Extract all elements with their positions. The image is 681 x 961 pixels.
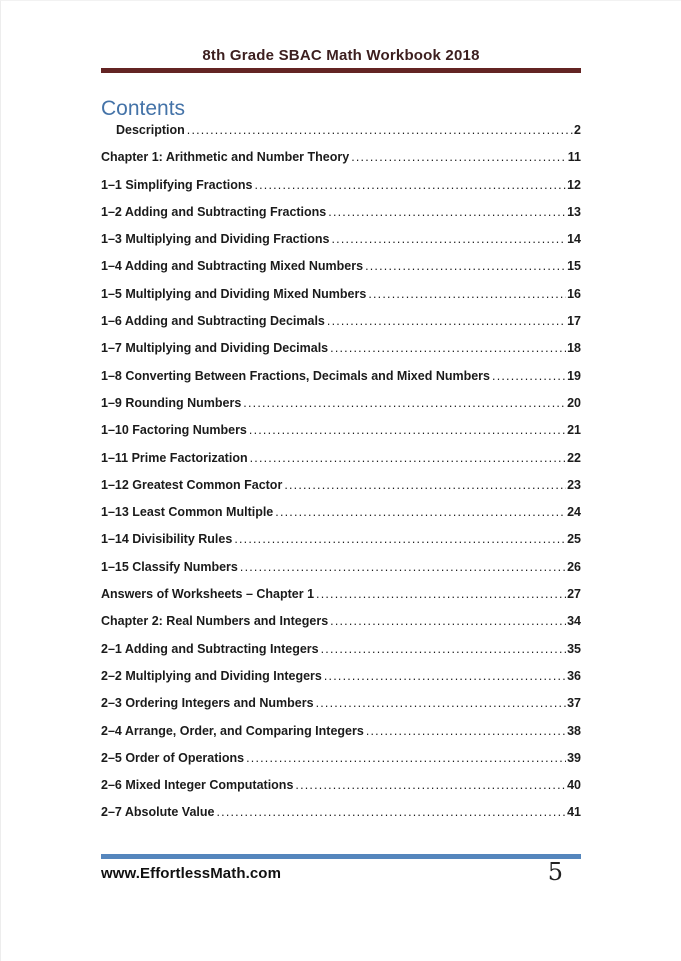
toc-entry[interactable] (101, 451, 581, 478)
toc-entry[interactable] (101, 587, 581, 614)
toc-entry[interactable] (101, 232, 581, 259)
toc-entry[interactable] (101, 314, 581, 341)
toc-leader-dots (351, 150, 567, 164)
toc-entry[interactable] (101, 178, 581, 205)
toc-entry[interactable] (101, 614, 581, 641)
toc-entry-label: 1–12 Greatest Common Factor (101, 477, 283, 492)
toc-entry-page: 17 (567, 314, 581, 329)
toc-entry-page: 38 (567, 723, 581, 738)
toc-entry-label: Chapter 1: Arithmetic and Number Theory (101, 150, 350, 165)
footer-rule (101, 854, 581, 859)
toc-entry-page: 14 (567, 232, 581, 247)
toc-entry-page: 40 (567, 778, 581, 793)
toc-entry-page: 34 (567, 614, 581, 629)
toc-entry[interactable] (101, 150, 581, 177)
toc-leader-dots (187, 123, 573, 137)
toc-leader-dots (492, 369, 566, 383)
toc-leader-dots (324, 669, 566, 683)
toc-entry-page: 13 (567, 204, 581, 219)
toc-leader-dots (328, 205, 566, 219)
toc-entry-page: 20 (567, 395, 581, 410)
toc-entry[interactable] (101, 369, 581, 396)
toc-entry-label: 1–4 Adding and Subtracting Mixed Numbers (101, 259, 364, 274)
toc-entry-label: 2–7 Absolute Value (101, 805, 215, 820)
toc-entry-page: 41 (567, 805, 581, 820)
toc-leader-dots (275, 505, 566, 519)
toc-entry[interactable] (101, 805, 581, 832)
toc-entry[interactable] (101, 669, 581, 696)
toc-entry-page: 11 (567, 150, 581, 165)
toc-entry-label: 2–3 Ordering Integers and Numbers (101, 696, 314, 711)
toc-leader-dots (316, 587, 566, 601)
toc-entry[interactable] (101, 532, 581, 559)
toc-entry-label: 1–9 Rounding Numbers (101, 395, 242, 410)
toc-leader-dots (330, 614, 566, 628)
toc-entry[interactable] (101, 478, 581, 505)
toc-entry-label: 1–1 Simplifying Fractions (101, 177, 253, 192)
toc-entry[interactable] (101, 642, 581, 669)
toc-entry[interactable] (101, 778, 581, 805)
toc-entry[interactable] (101, 259, 581, 286)
toc-entry-label: 2–4 Arrange, Order, and Comparing Integers (101, 723, 364, 738)
contents-heading: Contents (101, 97, 186, 120)
toc-leader-dots (366, 724, 566, 738)
page-number: 5 (547, 858, 563, 886)
toc-entry[interactable] (101, 696, 581, 723)
toc-entry-page: 18 (567, 341, 581, 356)
toc-leader-dots (234, 532, 566, 546)
toc-entry-page: 22 (567, 450, 581, 465)
toc-leader-dots (327, 314, 566, 328)
toc-entry-label: 1–10 Factoring Numbers (101, 423, 247, 438)
toc-leader-dots (332, 232, 567, 246)
toc-entry-page: 16 (567, 286, 581, 301)
toc-entry[interactable] (101, 724, 581, 751)
toc-leader-dots (240, 560, 566, 574)
toc-entry-label: 2–5 Order of Operations (101, 750, 245, 765)
toc-entry-page: 19 (567, 368, 581, 383)
toc-leader-dots (330, 341, 566, 355)
toc-entry-label: Answers of Worksheets – Chapter 1 (101, 587, 315, 602)
toc-entry-label: Chapter 2: Real Numbers and Integers (101, 614, 329, 629)
toc-entry-page: 24 (567, 505, 581, 520)
toc-leader-dots (250, 451, 567, 465)
toc-entry[interactable] (101, 205, 581, 232)
toc-entry[interactable] (101, 341, 581, 368)
toc-leader-dots (321, 642, 566, 656)
toc-entry-page: 2 (574, 123, 581, 137)
toc-entry[interactable] (101, 751, 581, 778)
toc-entry-label: 1–13 Least Common Multiple (101, 505, 274, 520)
toc-entry-label: Description (116, 123, 185, 137)
toc-entry-label: 1–3 Multiplying and Dividing Fractions (101, 232, 330, 247)
toc-entry-label: 1–2 Adding and Subtracting Fractions (101, 204, 327, 219)
website-link[interactable]: www.EffortlessMath.com (101, 865, 282, 882)
toc-leader-dots (249, 423, 566, 437)
header-rule (101, 68, 581, 73)
toc-entry[interactable] (101, 423, 581, 450)
toc-entry-label: 2–6 Mixed Integer Computations (101, 778, 294, 793)
toc-entry[interactable] (101, 287, 581, 314)
toc-entry[interactable] (101, 123, 581, 150)
toc-entry-page: 25 (567, 532, 581, 547)
toc-leader-dots (216, 805, 566, 819)
toc-entry-label: 1–6 Adding and Subtracting Decimals (101, 314, 325, 329)
toc-entry-page: 26 (567, 559, 581, 574)
toc-leader-dots (284, 478, 566, 492)
toc-entry-label: 2–1 Adding and Subtracting Integers (101, 641, 319, 656)
toc-leader-dots (295, 778, 566, 792)
page-header-title: 8th Grade SBAC Math Workbook 2018 (202, 47, 480, 64)
toc-entry-page: 21 (567, 423, 581, 438)
toc-entry-page: 27 (567, 587, 581, 602)
toc-leader-dots (243, 396, 566, 410)
table-of-contents (101, 123, 581, 833)
toc-leader-dots (254, 178, 566, 192)
toc-leader-dots (316, 696, 567, 710)
toc-entry-page: 37 (567, 696, 581, 711)
toc-entry-page: 35 (567, 641, 581, 656)
toc-entry-label: 1–7 Multiplying and Dividing Decimals (101, 341, 329, 356)
toc-entry-label: 1–11 Prime Factorization (101, 450, 248, 465)
toc-leader-dots (365, 259, 566, 273)
toc-entry-page: 15 (567, 259, 581, 274)
toc-entry-label: 1–8 Converting Between Fractions, Decimals and Mixed Numbers (101, 368, 491, 383)
toc-entry[interactable] (101, 505, 581, 532)
toc-entry-page: 12 (567, 177, 581, 192)
toc-entry-page: 23 (567, 477, 581, 492)
toc-entry-page: 36 (567, 668, 581, 683)
toc-entry-label: 2–2 Multiplying and Dividing Integers (101, 668, 322, 683)
toc-entry-label: 1–15 Classify Numbers (101, 559, 238, 574)
toc-entry-label: 1–14 Divisibility Rules (101, 532, 233, 547)
toc-entry-page: 39 (567, 750, 581, 765)
toc-entry[interactable] (101, 396, 581, 423)
toc-leader-dots (368, 287, 566, 301)
toc-entry-label: 1–5 Multiplying and Dividing Mixed Numbers (101, 286, 367, 301)
toc-entry[interactable] (101, 560, 581, 587)
toc-leader-dots (246, 751, 566, 765)
